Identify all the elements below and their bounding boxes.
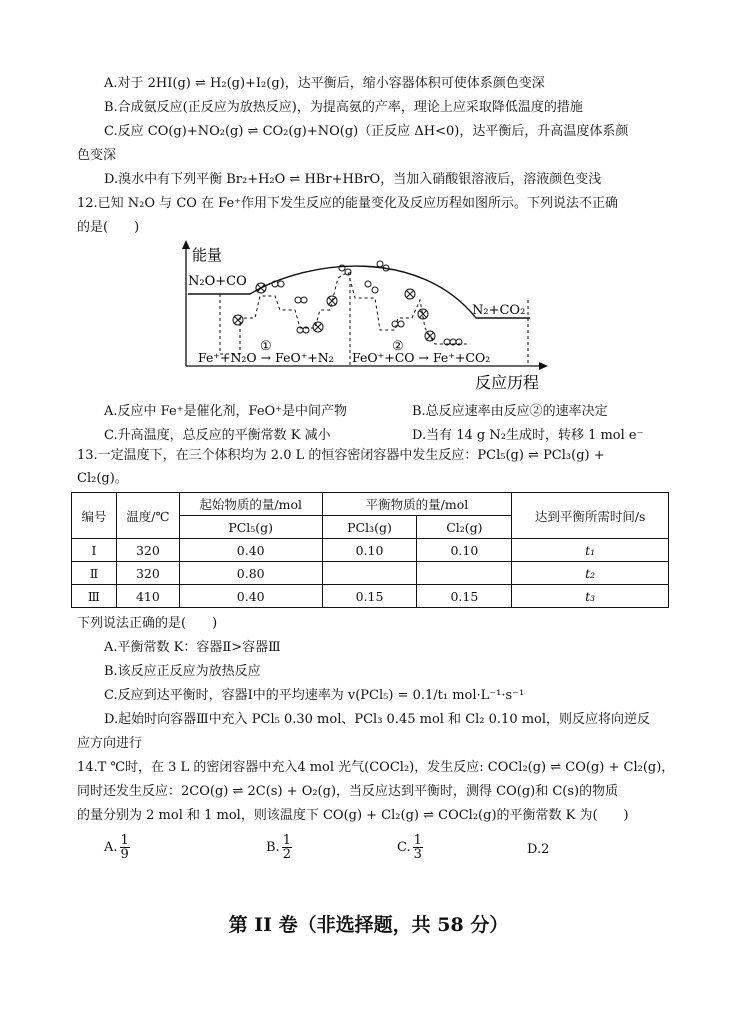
header-eq: 平衡物质的量/mol — [322, 493, 512, 516]
x-axis-label: 反应历程 — [475, 373, 540, 392]
header-time: 达到平衡所需时间/s — [512, 493, 669, 539]
q13-stem: 13.一定温度下，在三个体积均为 2.0 L 的恒容密闭容器中发生反应：PCl₅(g) ⇌ PCl₃(g) + — [77, 448, 605, 463]
q11-option-d: D.溴水中有下列平衡 Br₂+H₂O ⇌ HBr+HBrO，当加入硝酸银溶液后，溶液颜色变浅 — [104, 172, 602, 187]
stage2-label: FeO⁺+CO → Fe⁺+CO₂ — [352, 350, 491, 365]
fraction: $\frac{1}{3}$ — [413, 833, 422, 862]
q12-stem-cont: 的是( ) — [77, 220, 140, 235]
q12-option-d: D.当有 14 g N₂生成时，转移 1 mol e⁻ — [412, 428, 644, 443]
q13-option-a: A.平衡常数 K：容器Ⅱ>容器Ⅲ — [104, 640, 281, 655]
q14-option-c — [397, 834, 423, 861]
row-cl2 — [417, 562, 512, 585]
q11-option-c: C.反应 CO(g)+NO₂(g) ⇌ CO₂(g)+NO(g)（正反应 ΔH<0)，达平衡后，升高温度体系颜 — [104, 124, 629, 139]
q14-stem: 14.T ℃时，在 3 L 的密闭容器中充入4 mol 光气(COCl₂)，发生反应: COCl₂(g) ⇌ CO(g) + Cl₂(g)， — [77, 760, 675, 775]
stage1-label: Fe⁺+N₂O → FeO⁺+N₂ — [198, 350, 334, 365]
row-time: t₃ — [512, 585, 669, 608]
row-temp: 320 — [116, 539, 179, 562]
option-label: A. — [104, 840, 118, 855]
row-cl2: 0.15 — [417, 585, 512, 608]
header-temp: 温度/℃ — [116, 493, 179, 539]
q12-option-a: A.反应中 Fe⁺是催化剂，FeO⁺是中间产物 — [104, 404, 348, 419]
q11-option-c-cont: 色变深 — [77, 148, 117, 163]
q13-option-d: D.起始时向容器Ⅲ中充入 PCl₅ 0.30 mol、PCl₃ 0.45 mol 和 Cl₂ 0.10 mol，则反应将向逆反 — [104, 712, 651, 727]
row-pcl3 — [322, 562, 417, 585]
row-time: t₁ — [512, 539, 669, 562]
fraction: $\frac{1}{9}$ — [120, 833, 129, 862]
step1-marker: ① — [260, 339, 272, 354]
q12-option-b: B.总反应速率由反应②的速率决定 — [412, 404, 608, 419]
header-pcl3: PCl₃(g) — [322, 516, 417, 539]
q14-option-a — [104, 834, 130, 861]
q14-option-b — [266, 834, 292, 861]
q14-stem-cont2: 的量分别为 2 mol 和 1 mol，则该温度下 CO(g) + Cl₂(g) ⇌ COCl₂(g)的平衡常数 K 为( ) — [77, 808, 629, 823]
option-label: B. — [266, 840, 280, 855]
q13-option-c: C.反应到达平衡时，容器Ⅰ中的平均速率为 v(PCl₅) = 0.1/t₁ mol·L⁻¹·s⁻¹ — [104, 688, 525, 703]
q13-prompt: 下列说法正确的是( ) — [77, 616, 218, 631]
reactants-label: N₂O+CO — [188, 274, 247, 289]
row-time: t₂ — [512, 562, 669, 585]
q12-stem: 12.已知 N₂O 与 CO 在 Fe⁺作用下发生反应的能量变化及反应历程如图所示。下列说法不正确 — [77, 196, 619, 211]
row-cl2: 0.10 — [417, 539, 512, 562]
row-id: Ⅲ — [72, 585, 117, 608]
section-title: 第 II 卷（非选择题，共 58 分） — [228, 914, 509, 936]
energy-diagram — [180, 238, 560, 396]
q13-option-b: B.该反应正反应为放热反应 — [104, 664, 261, 679]
header-start: 起始物质的量/mol — [179, 493, 322, 516]
table-row — [72, 562, 669, 585]
products-label: N₂+CO₂ — [472, 303, 526, 318]
header-pcl5: PCl₅(g) — [179, 516, 322, 539]
header-num: 编号 — [72, 493, 117, 539]
q11-option-a: A.对于 2HI(g) ⇌ H₂(g)+I₂(g)，达平衡后，缩小容器体积可使体系颜色变深 — [104, 76, 545, 91]
row-pcl5: 0.40 — [179, 539, 322, 562]
row-id: Ⅰ — [72, 539, 117, 562]
row-pcl3: 0.15 — [322, 585, 417, 608]
q13-table — [71, 492, 669, 608]
q14-stem-cont: 同时还发生反应：2CO(g) ⇌ 2C(s) + O₂(g)，当反应达到平衡时，测得 CO(g)和 C(s)的物质 — [77, 784, 619, 799]
row-pcl5: 0.80 — [179, 562, 322, 585]
row-id: Ⅱ — [72, 562, 117, 585]
q13-option-d-cont: 应方向进行 — [77, 736, 143, 751]
table-row — [72, 585, 669, 608]
y-axis-label: 能量 — [192, 246, 223, 264]
row-pcl5: 0.40 — [179, 585, 322, 608]
row-temp: 410 — [116, 585, 179, 608]
header-cl2: Cl₂(g) — [417, 516, 512, 539]
row-temp: 320 — [116, 562, 179, 585]
q11-option-b: B.合成氨反应(正反应为放热反应)，为提高氨的产率，理论上应采取降低温度的措施 — [104, 100, 583, 115]
q12-option-c: C.升高温度，总反应的平衡常数 K 减小 — [104, 428, 331, 443]
option-label: C. — [397, 840, 411, 855]
fraction: $\frac{1}{2}$ — [282, 833, 291, 862]
step2-marker: ② — [392, 339, 404, 354]
q14-option-d: D.2 — [527, 842, 550, 857]
table-row — [72, 539, 669, 562]
row-pcl3: 0.10 — [322, 539, 417, 562]
q13-stem-cont: Cl₂(g)。 — [77, 471, 128, 486]
